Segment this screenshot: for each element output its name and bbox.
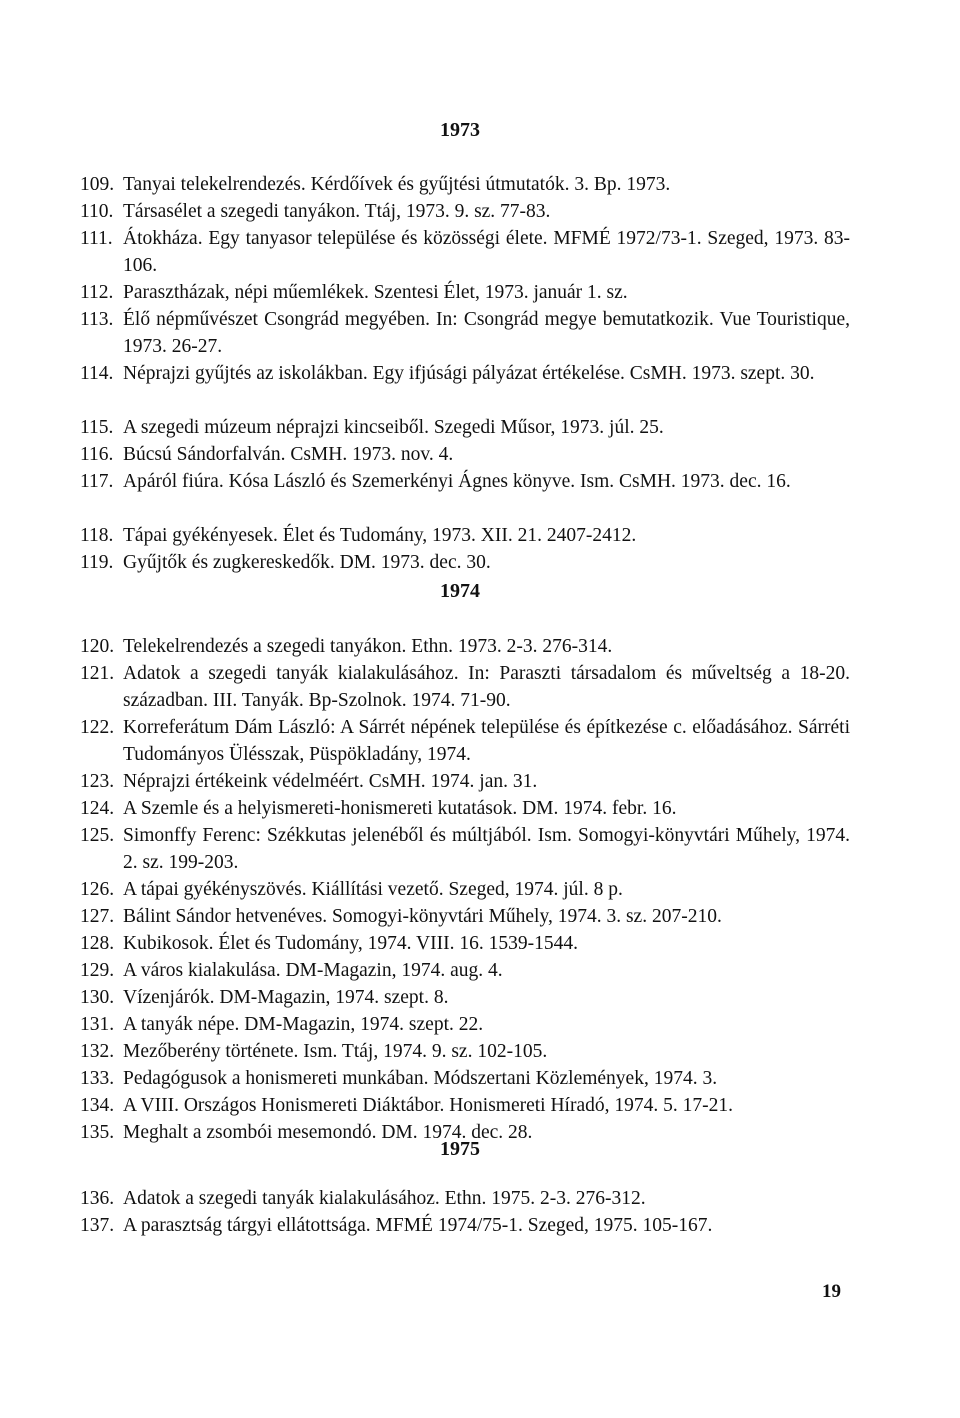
list-item: [80, 225, 850, 279]
list-item: [80, 660, 850, 714]
entry-number: 118.: [80, 525, 114, 546]
entry-number: 111.: [80, 228, 113, 249]
entry-number: 110.: [80, 201, 114, 222]
entry-number: 117.: [80, 471, 114, 492]
entry-text: A Szemle és a helyismereti-honismereti kutatások. DM. 1974. febr. 16.: [123, 798, 677, 819]
entry-number: 113.: [80, 309, 114, 330]
entry-text: Átokháza. Egy tanyasor települése és közösségi élete. MFMÉ 1972/73-1. Szeged, 1973. 83-106.: [123, 228, 850, 276]
list-item: [80, 171, 850, 198]
section-heading-1975: 1975: [440, 1138, 480, 1160]
entry-text: Mezőberény története. Ism. Ttáj, 1974. 9. sz. 102-105.: [123, 1041, 548, 1062]
entry-number: 122.: [80, 717, 115, 738]
list-item: [80, 468, 850, 495]
list-item: [80, 903, 850, 930]
list-item: [80, 1212, 850, 1239]
list-item: [80, 984, 850, 1011]
entry-number: 115.: [80, 417, 114, 438]
list-item: [80, 360, 850, 387]
section-heading-1974: 1974: [440, 580, 480, 602]
entry-text: Vízenjárók. DM-Magazin, 1974. szept. 8.: [123, 987, 449, 1008]
entry-text: Korreferátum Dám László: A Sárrét népének települése és építkezése c. előadásához. Sárréti Tudományos Ülésszak, Püspökladány, 1974.: [123, 717, 850, 765]
entry-number: 124.: [80, 798, 115, 819]
entry-text: Telekelrendezés a szegedi tanyákon. Ethn. 1973. 2-3. 276-314.: [123, 636, 613, 657]
entry-text: Adatok a szegedi tanyák kialakulásához. In: Paraszti társadalom és műveltség a 18-20. században. III. Tanyák. Bp-Szolnok. 1974. 71-90.: [123, 663, 850, 711]
entry-number: 127.: [80, 906, 115, 927]
list-item: [80, 1185, 850, 1212]
entry-text: Néprajzi értékeink védelméért. CsMH. 1974. jan. 31.: [123, 771, 538, 792]
list-item: [80, 633, 850, 660]
entry-text: Apáról fiúra. Kósa László és Szemerkényi Ágnes könyve. Ism. CsMH. 1973. dec. 16.: [123, 471, 791, 492]
page-number: 19: [822, 1281, 841, 1302]
list-item: [80, 306, 850, 360]
entry-text: Bálint Sándor hetvenéves. Somogyi-könyvtári Műhely, 1974. 3. sz. 207-210.: [123, 906, 722, 927]
entry-number: 132.: [80, 1041, 115, 1062]
list-item: [80, 441, 850, 468]
entry-number: 119.: [80, 552, 114, 573]
list-item: [80, 1092, 850, 1119]
entry-number: 137.: [80, 1215, 115, 1236]
list-item: [80, 795, 850, 822]
list-item: [80, 414, 850, 441]
entry-text: A tápai gyékényszövés. Kiállítási vezető. Szeged, 1974. júl. 8 p.: [123, 879, 623, 900]
entry-text: Meghalt a zsombói mesemondó. DM. 1974. dec. 28.: [123, 1122, 533, 1143]
entry-text: Simonffy Ferenc: Székkutas jelenéből és múltjából. Ism. Somogyi-könyvtári Műhely, 1974. 2. sz. 199-203.: [123, 825, 850, 873]
entry-text: Búcsú Sándorfalván. CsMH. 1973. nov. 4.: [123, 444, 454, 465]
entry-text: Élő népművészet Csongrád megyében. In: Csongrád megye bemutatkozik. Vue Touristique, 1973. 26-27.: [123, 309, 850, 357]
list-item: [80, 957, 850, 984]
entry-text: A tanyák népe. DM-Magazin, 1974. szept. 22.: [123, 1014, 484, 1035]
section-heading-1973: 1973: [440, 119, 480, 141]
list-item: [80, 198, 850, 225]
entry-text: Pedagógusok a honismereti munkában. Módszertani Közlemények, 1974. 3.: [123, 1068, 718, 1089]
list-item: [80, 279, 850, 306]
entry-number: 121.: [80, 663, 115, 684]
entry-number: 112.: [80, 282, 114, 303]
entry-number: 116.: [80, 444, 114, 465]
entry-text: Kubikosok. Élet és Tudomány, 1974. VIII. 16. 1539-1544.: [123, 933, 578, 954]
entry-number: 130.: [80, 987, 115, 1008]
entry-number: 135.: [80, 1122, 115, 1143]
list-item: [80, 822, 850, 876]
list-item: [80, 1065, 850, 1092]
entry-number: 129.: [80, 960, 115, 981]
list-item: [80, 876, 850, 903]
entry-number: 125.: [80, 825, 115, 846]
entry-number: 136.: [80, 1188, 115, 1209]
list-item: [80, 768, 850, 795]
entry-text: A VIII. Országos Honismereti Diáktábor. Honismereti Híradó, 1974. 5. 17-21.: [123, 1095, 733, 1116]
list-item: [80, 930, 850, 957]
entry-text: Tanyai telekelrendezés. Kérdőívek és gyűjtési útmutatók. 3. Bp. 1973.: [123, 174, 671, 195]
entry-text: Parasztházak, népi műemlékek. Szentesi Élet, 1973. január 1. sz.: [123, 282, 628, 303]
entry-text: A szegedi múzeum néprajzi kincseiből. Szegedi Műsor, 1973. júl. 25.: [123, 417, 664, 438]
list-item: [80, 522, 850, 549]
entry-number: 120.: [80, 636, 115, 657]
entry-text: Tápai gyékényesek. Élet és Tudomány, 1973. XII. 21. 2407-2412.: [123, 525, 637, 546]
entry-text: Gyűjtők és zugkereskedők. DM. 1973. dec. 30.: [123, 552, 491, 573]
entry-number: 128.: [80, 933, 115, 954]
entry-text: Néprajzi gyűjtés az iskolákban. Egy ifjúsági pályázat értékelése. CsMH. 1973. szept. 30.: [123, 363, 815, 384]
entry-text: Társasélet a szegedi tanyákon. Ttáj, 1973. 9. sz. 77-83.: [123, 201, 551, 222]
list-item: [80, 714, 850, 768]
entry-text: A város kialakulása. DM-Magazin, 1974. aug. 4.: [123, 960, 503, 981]
list-item: [80, 549, 850, 576]
entry-number: 123.: [80, 771, 115, 792]
entry-number: 109.: [80, 174, 115, 195]
entry-number: 131.: [80, 1014, 115, 1035]
entry-number: 114.: [80, 363, 114, 384]
entry-number: 133.: [80, 1068, 115, 1089]
list-item: [80, 1038, 850, 1065]
entry-text: Adatok a szegedi tanyák kialakulásához. Ethn. 1975. 2-3. 276-312.: [123, 1188, 646, 1209]
entry-text: A parasztság tárgyi ellátottsága. MFMÉ 1974/75-1. Szeged, 1975. 105-167.: [123, 1215, 713, 1236]
entry-number: 126.: [80, 879, 115, 900]
list-item: [80, 1011, 850, 1038]
entry-number: 134.: [80, 1095, 115, 1116]
